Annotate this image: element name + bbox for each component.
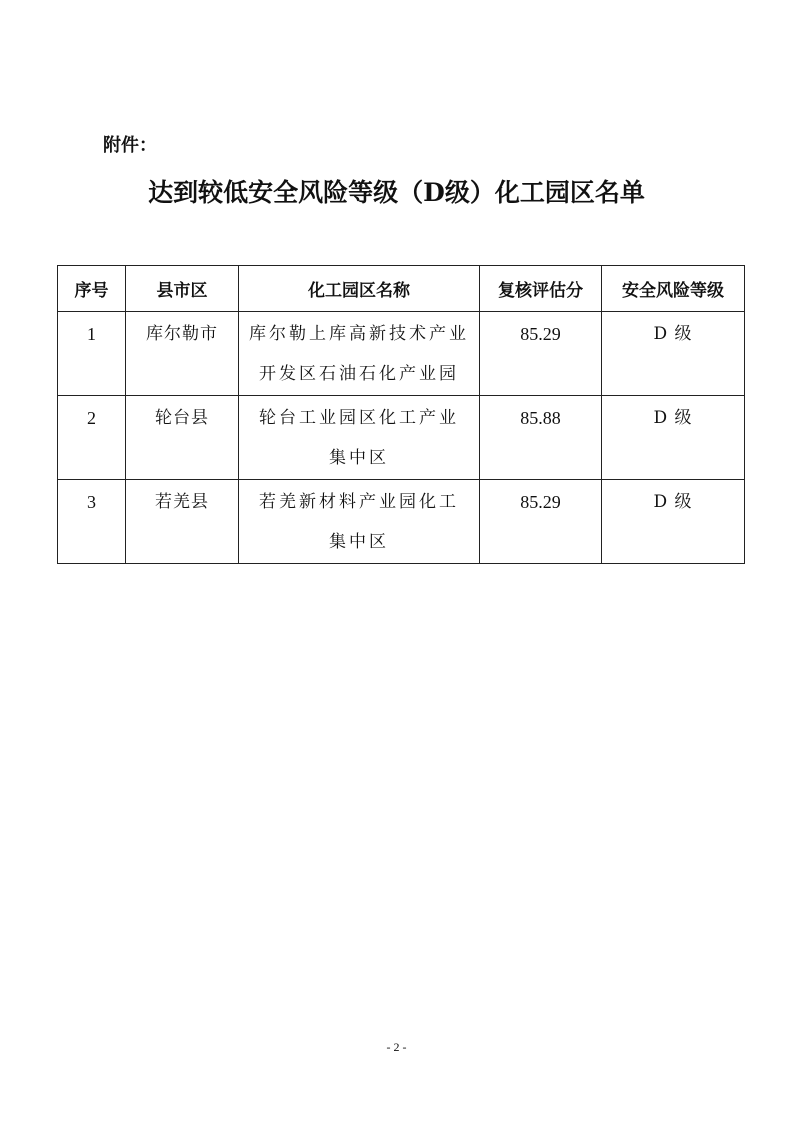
header-score: 复核评估分 (480, 266, 602, 312)
table-row (58, 480, 745, 564)
row-park-name: 库尔勒上库高新技术产业 开发区石油石化产业园 (239, 312, 480, 396)
table-header-row (58, 266, 745, 312)
row-county: 若羌县 (126, 480, 239, 564)
row-park-name: 轮台工业园区化工产业 集中区 (239, 396, 480, 480)
row-index: 3 (58, 480, 126, 564)
header-park-name: 化工园区名称 (239, 266, 480, 312)
row-index: 1 (58, 312, 126, 396)
row-score: 85.29 (480, 480, 602, 564)
header-risk-level: 安全风险等级 (602, 266, 745, 312)
header-county: 县市区 (126, 266, 239, 312)
row-score: 85.88 (480, 396, 602, 480)
row-risk-level: D 级 (602, 480, 745, 564)
row-county: 库尔勒市 (126, 312, 239, 396)
chemical-park-table (57, 265, 745, 564)
table-row (58, 312, 745, 396)
row-score: 85.29 (480, 312, 602, 396)
row-index: 2 (58, 396, 126, 480)
document-title: 达到较低安全风险等级（D级）化工园区名单 (148, 178, 645, 207)
table-row (58, 396, 745, 480)
row-risk-level: D 级 (602, 396, 745, 480)
header-index: 序号 (58, 266, 126, 312)
page-number: - 2 - (386, 1040, 407, 1054)
row-park-name: 若羌新材料产业园化工 集中区 (239, 480, 480, 564)
row-county: 轮台县 (126, 396, 239, 480)
attachment-label: 附件： (103, 135, 157, 156)
row-risk-level: D 级 (602, 312, 745, 396)
